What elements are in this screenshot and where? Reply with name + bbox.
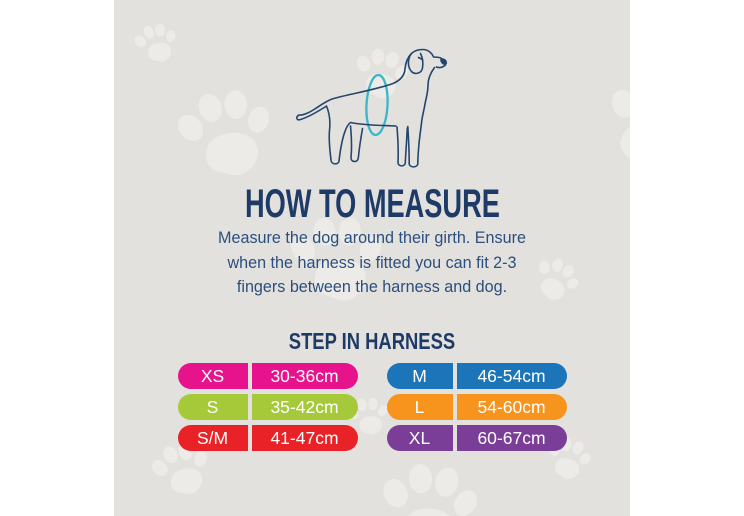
size-row-m [387, 363, 567, 389]
size-chart [114, 363, 630, 451]
size-label: S [178, 394, 248, 420]
paw-print-icon [587, 62, 630, 188]
size-label: XL [387, 425, 453, 451]
size-row-l [387, 394, 567, 420]
size-row-sm [178, 425, 358, 451]
background-panel [114, 0, 630, 516]
instruction-line: Measure the dog around their girth. Ensure [218, 228, 526, 247]
size-row-xl [387, 425, 567, 451]
dog-measurement-illustration [295, 38, 465, 178]
size-label: XS [178, 363, 248, 389]
size-range: 30-36cm [252, 363, 358, 389]
dog-nose-shape [440, 58, 447, 65]
page-title-text: HOW TO MEASURE [244, 182, 500, 226]
paw-print-icon [373, 452, 483, 516]
size-range: 35-42cm [252, 394, 358, 420]
instruction-line: fingers between the harness and dog. [236, 277, 508, 296]
size-range: 41-47cm [252, 425, 358, 451]
measure-instructions [127, 226, 617, 300]
size-range: 54-60cm [457, 394, 567, 420]
size-range: 60-67cm [457, 425, 567, 451]
paw-print-icon [165, 73, 286, 194]
size-chart-left-column [178, 363, 358, 451]
page-title [114, 184, 630, 224]
size-label: S/M [178, 425, 248, 451]
size-chart-heading-text: STEP IN HARNESS [288, 328, 456, 354]
size-row-s [178, 394, 358, 420]
size-row-xs [178, 363, 358, 389]
size-chart-right-column [387, 363, 567, 451]
dog-ear-line [408, 54, 422, 74]
instruction-line: when the harness is fitted you can fit 2-3 [227, 252, 517, 272]
size-label: L [387, 394, 453, 420]
paw-print-icon [128, 15, 184, 71]
size-chart-heading [114, 328, 630, 354]
size-label: M [387, 363, 453, 389]
size-range: 46-54cm [457, 363, 567, 389]
